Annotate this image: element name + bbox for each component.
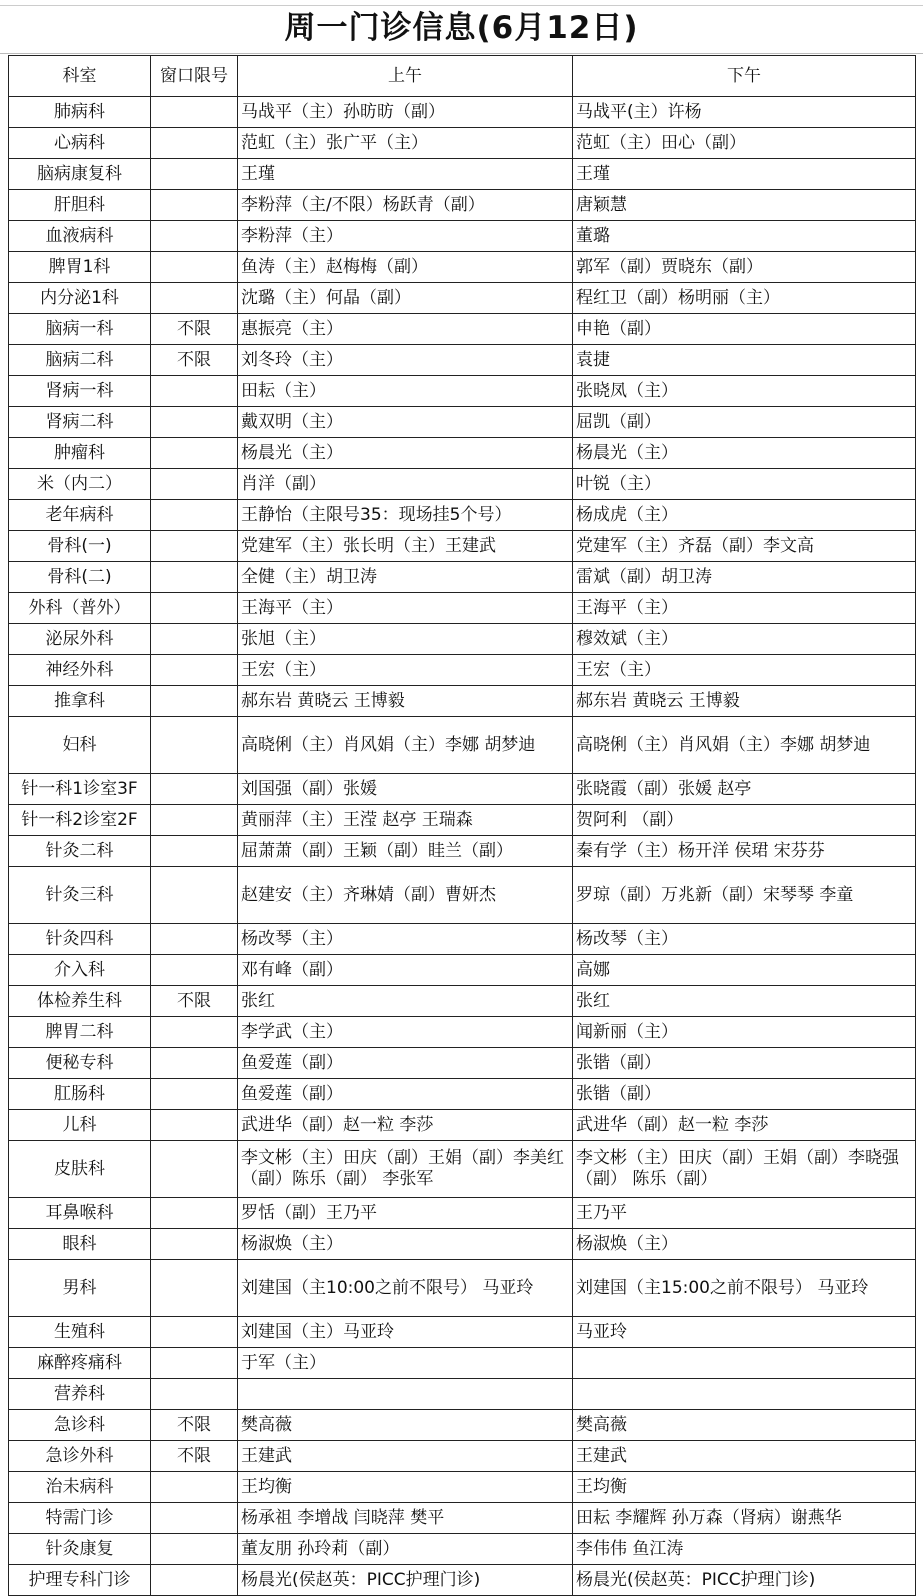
pm-cell: 王建武 [573, 1441, 916, 1472]
limit-cell [151, 1317, 238, 1348]
dept-cell: 骨科(一) [9, 531, 151, 562]
pm-cell: 董璐 [573, 221, 916, 252]
pm-cell: 屈凯（副） [573, 407, 916, 438]
dept-cell: 脑病康复科 [9, 159, 151, 190]
header-pm: 下午 [573, 56, 916, 97]
page-title: 周一门诊信息(6月12日) [284, 10, 639, 46]
am-cell: 刘建国（主10:00之前不限号） 马亚玲 [238, 1260, 573, 1317]
am-cell: 于军（主） [238, 1348, 573, 1379]
table-row [9, 1317, 916, 1348]
dept-cell: 耳鼻喉科 [9, 1198, 151, 1229]
table-row [9, 1110, 916, 1141]
dept-cell: 儿科 [9, 1110, 151, 1141]
dept-cell: 肛肠科 [9, 1079, 151, 1110]
limit-cell [151, 1079, 238, 1110]
pm-cell: 李伟伟 鱼江涛 [573, 1534, 916, 1565]
am-cell: 赵建安（主）齐琳婧（副）曹妍杰 [238, 867, 573, 924]
limit-cell [151, 1534, 238, 1565]
table-row [9, 1048, 916, 1079]
header-am: 上午 [238, 56, 573, 97]
pm-cell: 马亚玲 [573, 1317, 916, 1348]
dept-cell: 肿瘤科 [9, 438, 151, 469]
limit-cell [151, 1379, 238, 1410]
dept-cell: 肾病一科 [9, 376, 151, 407]
title-bar [0, 0, 923, 54]
am-cell: 张旭（主） [238, 624, 573, 655]
limit-cell [151, 407, 238, 438]
table-row [9, 924, 916, 955]
am-cell: 王均衡 [238, 1472, 573, 1503]
dept-cell: 肾病二科 [9, 407, 151, 438]
pm-cell: 王瑾 [573, 159, 916, 190]
am-cell: 杨淑焕（主） [238, 1229, 573, 1260]
dept-cell: 脾胃二科 [9, 1017, 151, 1048]
table-row [9, 190, 916, 221]
am-cell: 张红 [238, 986, 573, 1017]
pm-cell: 杨淑焕（主） [573, 1229, 916, 1260]
table-row [9, 1534, 916, 1565]
am-cell: 鱼涛（主）赵梅梅（副） [238, 252, 573, 283]
pm-cell: 党建军（主）齐磊（副）李文高 [573, 531, 916, 562]
pm-cell: 贺阿利 （副） [573, 805, 916, 836]
am-cell: 戴双明（主） [238, 407, 573, 438]
pm-cell: 罗琼（副）万兆新（副）宋琴琴 李童 [573, 867, 916, 924]
pm-cell: 张锴（副） [573, 1048, 916, 1079]
pm-cell: 李文彬（主）田庆（副）王娟（副）李晓强（副） 陈乐（副） [573, 1141, 916, 1198]
limit-cell [151, 924, 238, 955]
dept-cell: 神经外科 [9, 655, 151, 686]
table-row [9, 1410, 916, 1441]
dept-cell: 眼科 [9, 1229, 151, 1260]
pm-cell: 郝东岩 黄晓云 王博毅 [573, 686, 916, 717]
dept-cell: 体检养生科 [9, 986, 151, 1017]
am-cell: 肖洋（副） [238, 469, 573, 500]
pm-cell: 袁捷 [573, 345, 916, 376]
table-row [9, 438, 916, 469]
table-row [9, 1260, 916, 1317]
limit-cell: 不限 [151, 345, 238, 376]
table-row [9, 562, 916, 593]
limit-cell [151, 955, 238, 986]
table-row [9, 686, 916, 717]
dept-cell: 男科 [9, 1260, 151, 1317]
table-row [9, 593, 916, 624]
dept-cell: 妇科 [9, 717, 151, 774]
table-row [9, 1348, 916, 1379]
pm-cell: 叶锐（主） [573, 469, 916, 500]
am-cell: 樊高薇 [238, 1410, 573, 1441]
table-row [9, 97, 916, 128]
table-row [9, 1503, 916, 1534]
am-cell: 惠振亮（主） [238, 314, 573, 345]
am-cell: 范虹（主）张广平（主） [238, 128, 573, 159]
am-cell: 马战平（主）孙昉昉（副） [238, 97, 573, 128]
limit-cell [151, 1229, 238, 1260]
table-row [9, 1472, 916, 1503]
am-cell: 高晓俐（主）肖风娟（主）李娜 胡梦迪 [238, 717, 573, 774]
header-dept: 科室 [9, 56, 151, 97]
pm-cell: 张红 [573, 986, 916, 1017]
limit-cell [151, 867, 238, 924]
am-cell: 全健（主）胡卫涛 [238, 562, 573, 593]
table-row [9, 1141, 916, 1198]
am-cell: 黄丽萍（主）王滢 赵亭 王瑞森 [238, 805, 573, 836]
table-row [9, 376, 916, 407]
am-cell: 杨晨光（主） [238, 438, 573, 469]
pm-cell: 闻新丽（主） [573, 1017, 916, 1048]
dept-cell: 介入科 [9, 955, 151, 986]
dept-cell: 泌尿外科 [9, 624, 151, 655]
am-cell: 杨承祖 李增战 闫晓萍 樊平 [238, 1503, 573, 1534]
am-cell: 党建军（主）张长明（主）王建武 [238, 531, 573, 562]
table-row [9, 221, 916, 252]
pm-cell: 张锴（副） [573, 1079, 916, 1110]
dept-cell: 推拿科 [9, 686, 151, 717]
dept-cell: 针灸二科 [9, 836, 151, 867]
dept-cell: 针灸四科 [9, 924, 151, 955]
dept-cell: 急诊外科 [9, 1441, 151, 1472]
table-row [9, 836, 916, 867]
limit-cell [151, 1503, 238, 1534]
limit-cell: 不限 [151, 1441, 238, 1472]
pm-cell: 杨晨光（主） [573, 438, 916, 469]
table-row [9, 1229, 916, 1260]
pm-cell: 王海平（主） [573, 593, 916, 624]
pm-cell: 郭军（副）贾晓东（副） [573, 252, 916, 283]
schedule-body [9, 97, 916, 1596]
am-cell: 罗恬（副）王乃平 [238, 1198, 573, 1229]
am-cell: 李粉萍（主/不限）杨跃青（副） [238, 190, 573, 221]
dept-cell: 米（内二） [9, 469, 151, 500]
dept-cell: 脑病一科 [9, 314, 151, 345]
limit-cell [151, 97, 238, 128]
pm-cell: 张晓凤（主） [573, 376, 916, 407]
table-row [9, 624, 916, 655]
table-row [9, 867, 916, 924]
limit-cell [151, 1017, 238, 1048]
am-cell: 王静怡（主限号35：现场挂5个号） [238, 500, 573, 531]
limit-cell [151, 1198, 238, 1229]
am-cell: 鱼爱莲（副） [238, 1048, 573, 1079]
table-row [9, 345, 916, 376]
pm-cell: 武进华（副）赵一粒 李莎 [573, 1110, 916, 1141]
dept-cell: 骨科(二) [9, 562, 151, 593]
table-row [9, 1441, 916, 1472]
pm-cell: 马战平(主）许杨 [573, 97, 916, 128]
am-cell: 沈璐（主）何晶（副） [238, 283, 573, 314]
dept-cell: 老年病科 [9, 500, 151, 531]
limit-cell [151, 1472, 238, 1503]
pm-cell: 杨改琴（主） [573, 924, 916, 955]
dept-cell: 外科（普外） [9, 593, 151, 624]
dept-cell: 治未病科 [9, 1472, 151, 1503]
limit-cell [151, 624, 238, 655]
limit-cell [151, 774, 238, 805]
limit-cell [151, 283, 238, 314]
limit-cell [151, 531, 238, 562]
am-cell: 刘冬玲（主） [238, 345, 573, 376]
dept-cell: 血液病科 [9, 221, 151, 252]
limit-cell [151, 593, 238, 624]
pm-cell: 杨晨光(侯赵英：PICC护理门诊) [573, 1565, 916, 1596]
dept-cell: 脾胃1科 [9, 252, 151, 283]
table-row [9, 1198, 916, 1229]
limit-cell [151, 1565, 238, 1596]
limit-cell [151, 128, 238, 159]
table-row [9, 407, 916, 438]
dept-cell: 针一科2诊室2F [9, 805, 151, 836]
pm-cell: 刘建国（主15:00之前不限号） 马亚玲 [573, 1260, 916, 1317]
table-row [9, 717, 916, 774]
pm-cell [573, 1379, 916, 1410]
table-row [9, 1079, 916, 1110]
dept-cell: 急诊科 [9, 1410, 151, 1441]
am-cell: 王瑾 [238, 159, 573, 190]
limit-cell: 不限 [151, 986, 238, 1017]
pm-cell: 雷斌（副）胡卫涛 [573, 562, 916, 593]
limit-cell [151, 562, 238, 593]
am-cell: 杨改琴（主） [238, 924, 573, 955]
am-cell [238, 1379, 573, 1410]
pm-cell [573, 1348, 916, 1379]
limit-cell [151, 686, 238, 717]
table-row [9, 128, 916, 159]
table-row [9, 655, 916, 686]
am-cell: 王海平（主） [238, 593, 573, 624]
am-cell: 董友朋 孙玲莉（副） [238, 1534, 573, 1565]
am-cell: 李文彬（主）田庆（副）王娟（副）李美红（副）陈乐（副） 李张军 [238, 1141, 573, 1198]
table-row [9, 1565, 916, 1596]
am-cell: 郝东岩 黄晓云 王博毅 [238, 686, 573, 717]
limit-cell [151, 438, 238, 469]
limit-cell [151, 1048, 238, 1079]
dept-cell: 针灸康复 [9, 1534, 151, 1565]
dept-cell: 针一科1诊室3F [9, 774, 151, 805]
am-cell: 李粉萍（主） [238, 221, 573, 252]
dept-cell: 肺病科 [9, 97, 151, 128]
dept-cell: 特需门诊 [9, 1503, 151, 1534]
limit-cell [151, 376, 238, 407]
table-row [9, 283, 916, 314]
limit-cell [151, 500, 238, 531]
pm-cell: 杨成虎（主） [573, 500, 916, 531]
pm-cell: 王宏（主） [573, 655, 916, 686]
am-cell: 刘建国（主）马亚玲 [238, 1317, 573, 1348]
pm-cell: 申艳（副） [573, 314, 916, 345]
am-cell: 杨晨光(侯赵英：PICC护理门诊) [238, 1565, 573, 1596]
dept-cell: 心病科 [9, 128, 151, 159]
limit-cell [151, 469, 238, 500]
pm-cell: 穆效斌（主） [573, 624, 916, 655]
dept-cell: 针灸三科 [9, 867, 151, 924]
limit-cell [151, 252, 238, 283]
table-row [9, 955, 916, 986]
am-cell: 李学武（主） [238, 1017, 573, 1048]
am-cell: 鱼爱莲（副） [238, 1079, 573, 1110]
pm-cell: 范虹（主）田心（副） [573, 128, 916, 159]
limit-cell [151, 1141, 238, 1198]
table-row [9, 805, 916, 836]
dept-cell: 生殖科 [9, 1317, 151, 1348]
table-row [9, 314, 916, 345]
limit-cell [151, 836, 238, 867]
dept-cell: 肝胆科 [9, 190, 151, 221]
pm-cell: 唐颖慧 [573, 190, 916, 221]
table-row [9, 774, 916, 805]
pm-cell: 高娜 [573, 955, 916, 986]
am-cell: 屈萧萧（副）王颖（副）眭兰（副） [238, 836, 573, 867]
pm-cell: 樊高薇 [573, 1410, 916, 1441]
pm-cell: 王均衡 [573, 1472, 916, 1503]
pm-cell: 张晓霞（副）张媛 赵亭 [573, 774, 916, 805]
pm-cell: 程红卫（副）杨明丽（主） [573, 283, 916, 314]
dept-cell: 麻醉疼痛科 [9, 1348, 151, 1379]
schedule-table [8, 55, 916, 1596]
limit-cell [151, 655, 238, 686]
am-cell: 刘国强（副）张媛 [238, 774, 573, 805]
limit-cell [151, 159, 238, 190]
limit-cell [151, 221, 238, 252]
limit-cell [151, 1348, 238, 1379]
table-row [9, 469, 916, 500]
am-cell: 邓有峰（副） [238, 955, 573, 986]
limit-cell: 不限 [151, 314, 238, 345]
limit-cell [151, 805, 238, 836]
header-limit: 窗口限号 [151, 56, 238, 97]
pm-cell: 秦有学（主）杨开洋 侯珺 宋芬芬 [573, 836, 916, 867]
pm-cell: 王乃平 [573, 1198, 916, 1229]
limit-cell [151, 1110, 238, 1141]
table-row [9, 1379, 916, 1410]
header-row [9, 56, 916, 97]
dept-cell: 护理专科门诊 [9, 1565, 151, 1596]
table-row [9, 986, 916, 1017]
am-cell: 王建武 [238, 1441, 573, 1472]
table-row [9, 1017, 916, 1048]
dept-cell: 脑病二科 [9, 345, 151, 376]
limit-cell [151, 717, 238, 774]
pm-cell: 田耘 李耀辉 孙万森（肾病）谢燕华 [573, 1503, 916, 1534]
am-cell: 武进华（副）赵一粒 李莎 [238, 1110, 573, 1141]
dept-cell: 皮肤科 [9, 1141, 151, 1198]
am-cell: 王宏（主） [238, 655, 573, 686]
table-row [9, 531, 916, 562]
limit-cell [151, 190, 238, 221]
limit-cell [151, 1260, 238, 1317]
dept-cell: 内分泌1科 [9, 283, 151, 314]
limit-cell: 不限 [151, 1410, 238, 1441]
dept-cell: 营养科 [9, 1379, 151, 1410]
table-row [9, 500, 916, 531]
table-row [9, 159, 916, 190]
dept-cell: 便秘专科 [9, 1048, 151, 1079]
table-row [9, 252, 916, 283]
am-cell: 田耘（主） [238, 376, 573, 407]
pm-cell: 高晓俐（主）肖风娟（主）李娜 胡梦迪 [573, 717, 916, 774]
